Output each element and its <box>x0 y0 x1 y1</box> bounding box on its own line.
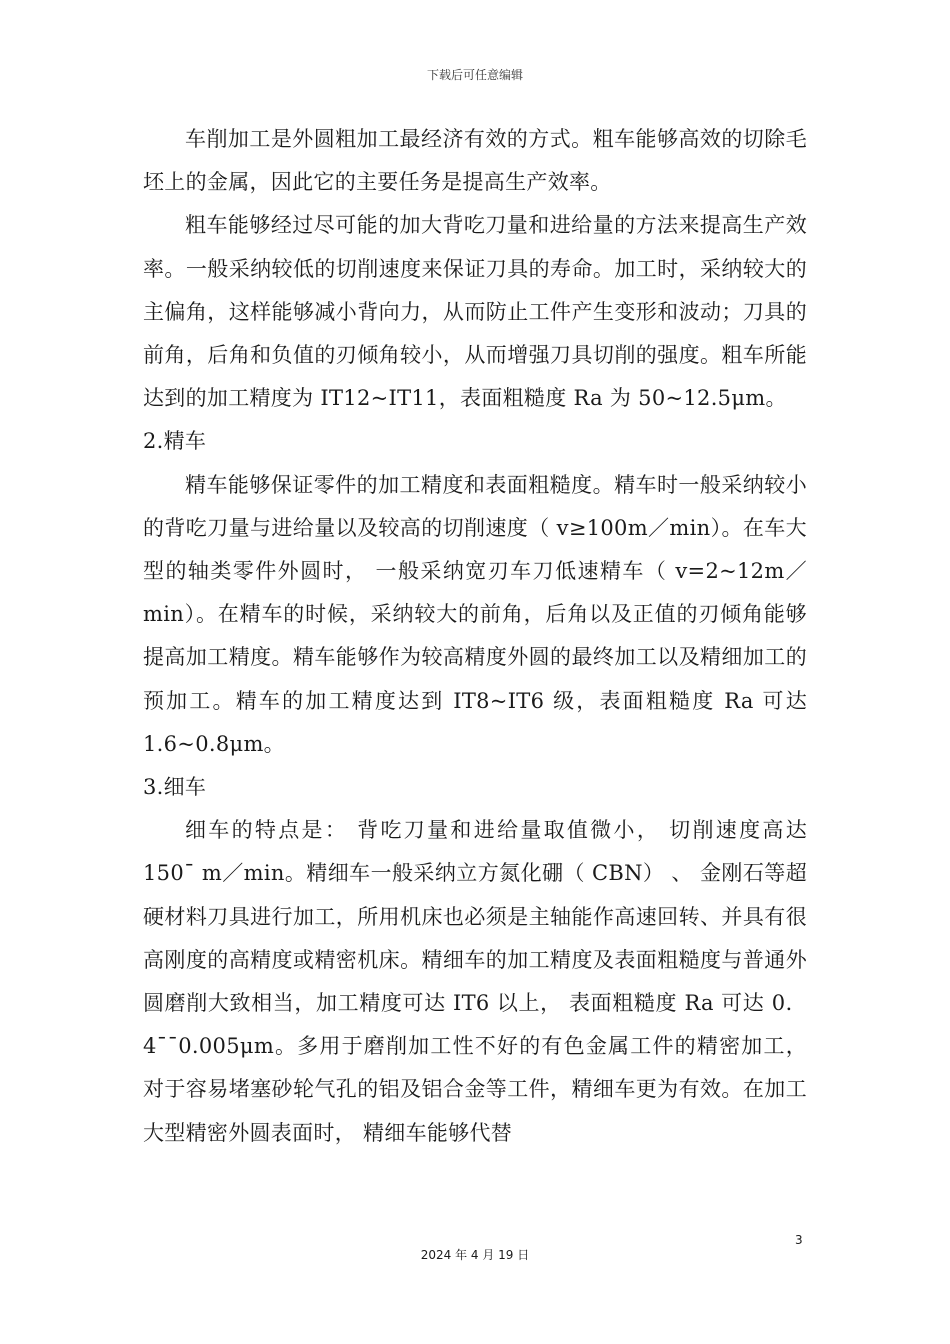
page-footer-date: 2024 年 4 月 19 日 <box>420 1248 530 1262</box>
paragraph-rough-turning-details: 粗车能够经过尽可能的加大背吃刀量和进给量的方法来提高生产效率。一般采纳较低的切削速度来保证刀具的寿命。加工时，采纳较大的主偏角，这样能够减小背向力，从而防止工件产生变形和波动；刀具的前角，后角和负值的刃倾角较小，从而增强刀具切削的强度。粗车所能达到的加工精度为 IT12~IT11，表面粗糙度 Ra 为 50~12.5μm。 <box>143 213 807 411</box>
page-number: 3 <box>795 1233 803 1247</box>
page-header: 下载后可任意编辑 <box>426 68 523 82</box>
paragraph-finish-turning: 精车能够保证零件的加工精度和表面粗糙度。精车时一般采纳较小的背吃刀量与进给量以及较高的切削速度（ v≥100m／min）。在车大型的轴类零件外圆时， 一般采纳宽刃车刀低速精车（ v=2~12m／min）。在精车的时候，采纳较大的前角，后角以及正值的刃倾角能够提高加工精度。精车能够作为较高精度外圆的最终加工以及精细加工的预加工。精车的加工精度达到 IT8~IT6 级，表面粗糙度 Ra 可达 1.6~0.8μm。 <box>143 472 807 756</box>
section-heading-fine-turning: 3.细车 <box>143 775 207 800</box>
document-body <box>143 118 807 1155</box>
section-heading-finish-turning: 2.精车 <box>143 429 207 454</box>
paragraph-rough-turning-intro: 车削加工是外圆粗加工最经济有效的方式。粗车能够高效的切除毛坯上的金属，因此它的主要任务是提高生产效率。 <box>143 127 807 195</box>
paragraph-fine-turning: 细车的特点是： 背吃刀量和进给量取值微小， 切削速度高达 150¯ m／min。精细车一般采纳立方氮化硼（ CBN） 、 金刚石等超硬材料刀具进行加工，所用机床也必须是主轴能作高速回转、并具有很高刚度的高精度或精密机床。精细车的加工精度及表面粗糙度与普通外圆磨削大致相当，加工精度可达 IT6 以上， 表面粗糙度 Ra 可达 0．4¯¯0.005μm。多用于磨削加工性不好的有色金属工件的精密加工， 对于容易堵塞砂轮气孔的铝及铝合金等工件，精细车更为有效。在加工大型精密外圆表面时， 精细车能够代替 <box>143 818 807 1145</box>
